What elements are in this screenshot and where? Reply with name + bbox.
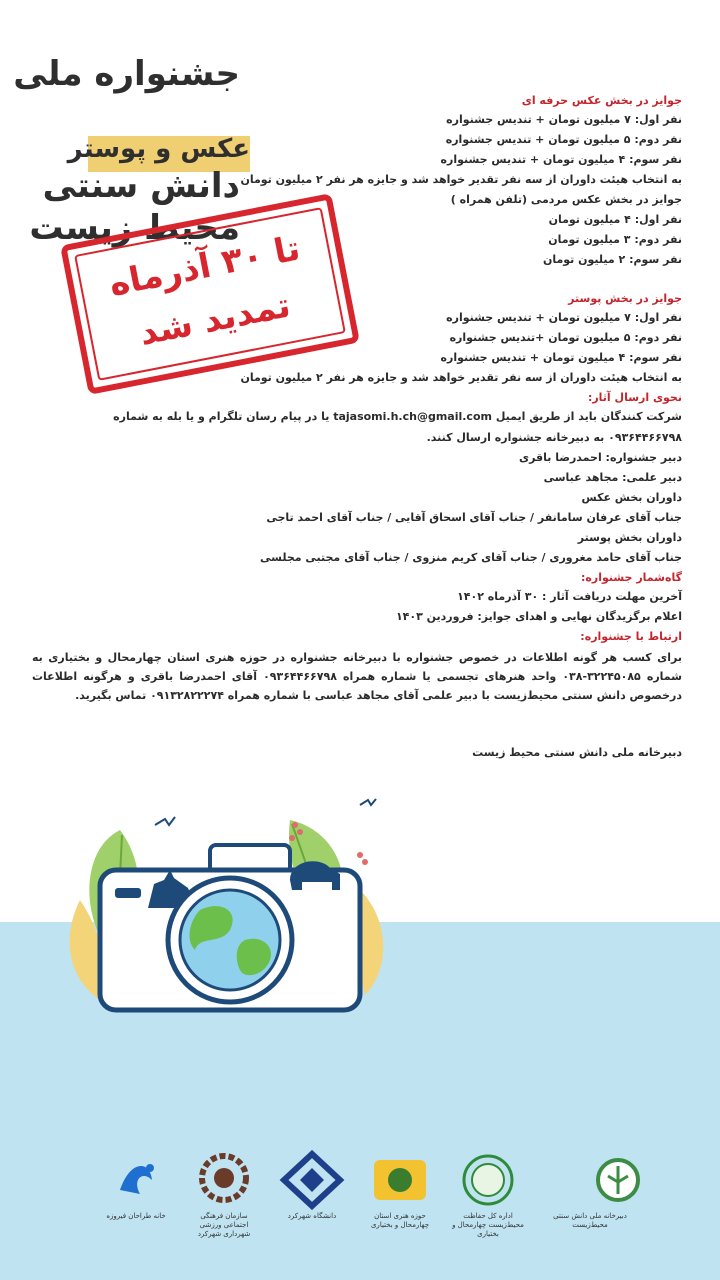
title-line-3: دانش سنتی: [42, 166, 240, 206]
calendar-deadline: آخرین مهلت دریافت آثار : ۳۰ آذرماه ۱۴۰۲: [457, 590, 682, 603]
logo-caption: دبیرخانه ملی دانش سنتی محیط‌زیست: [553, 1212, 627, 1229]
photo-prizes-heading: جوایز در بخش عکس حرفه ای: [521, 94, 682, 107]
municipality-icon: [188, 1150, 260, 1210]
festival-title: [13, 48, 250, 248]
poster-prize-line: نفر دوم: ۵ میلیون تومان +تندیس جشنواره: [449, 331, 682, 344]
logo-caption: دانشگاه شهرکرد: [287, 1212, 337, 1220]
title-line-1: جشنواره ملی: [13, 54, 240, 94]
photo-prize-line: نفر سوم: ۴ میلیون تومان + تندیس جشنواره: [440, 153, 682, 166]
photo-prize-line: نفر دوم: ۳ میلیون تومان: [548, 233, 682, 246]
university-icon: [276, 1150, 348, 1210]
photo-judges: جناب آقای عرفان سامانفر / جناب آقای اسحاق آقایی / جناب آقای احمد تاجی: [266, 511, 682, 524]
sponsor-logos: [100, 1150, 640, 1238]
secretariat-icon: [540, 1150, 640, 1210]
logo-caption: اداره کل حفاظت محیط‌زیست چهارمحال و بختیاری: [452, 1212, 524, 1238]
photo-prize-line: به انتخاب هیئت داوران از سه نفر تقدیر خواهد شد و جایزه هر نفر ۲ میلیون تومان: [240, 173, 682, 186]
stamp-line-1: تا ۳۰ آذرماه: [105, 228, 304, 305]
university-logo: [276, 1150, 348, 1230]
title-line-4: محیط زیست: [29, 208, 240, 248]
photo-prize-line: نفر سوم: ۲ میلیون تومان: [542, 253, 682, 266]
logo-caption: خانه طراحان فیروزه: [106, 1212, 166, 1220]
bird-icon: [155, 817, 175, 825]
secretariat-logo: [540, 1150, 640, 1230]
festival-secretary: دبیر جشنواره: احمدرضا باقری: [518, 451, 682, 464]
logo-caption: حوزه هنری استان چهارمحال و بختیاری: [370, 1212, 430, 1229]
photo-prize-line: جوایز در بخش عکس مردمی (تلفن همراه ): [450, 193, 682, 206]
poster-prize-line: به انتخاب هیئت داوران از سه نفر تقدیر خواهد شد و جایزه هر نفر ۲ میلیون تومان: [240, 371, 682, 384]
contact-heading: ارتباط با جشنواره:: [580, 630, 682, 643]
firoozeh-icon: [100, 1150, 172, 1210]
municipality-logo: [188, 1150, 260, 1238]
poster-prizes-heading: جوایز در بخش پوستر: [568, 292, 682, 305]
firoozeh-logo: [100, 1150, 172, 1230]
poster-prize-line: نفر سوم: ۴ میلیون تومان + تندیس جشنواره: [440, 351, 682, 364]
art-bureau-logo: [364, 1150, 436, 1230]
calendar-announcement: اعلام برگزیدگان نهایی و اهدای جوایز: فروردین ۱۴۰۳: [395, 610, 682, 623]
title-line-2: عکس و پوستر: [67, 134, 250, 164]
art-bureau-icon: [364, 1150, 436, 1210]
environment-logo: [452, 1150, 524, 1238]
bird-icon: [360, 799, 376, 805]
poster-judges: جناب آقای حامد مغروری / جناب آقای کریم منزوی / جناب آقای مجتبی مجلسی: [260, 551, 682, 564]
scientific-secretary: دبیر علمی: مجاهد عباسی: [543, 471, 682, 484]
photo-prize-line: نفر دوم: ۵ میلیون تومان + تندیس جشنواره: [445, 133, 682, 146]
photo-judges-heading: داوران بخش عکس: [581, 491, 682, 504]
submission-line-1: شرکت کنندگان باید از طریق ایمیل tajasomi.h.ch@gmail.com یا در پیام رسان تلگرام و یا بله به شماره: [113, 410, 682, 423]
signature: دبیرخانه ملی دانش سنتی محیط زیست: [472, 746, 682, 759]
contact-text: برای کسب هر گونه اطلاعات در خصوص جشنواره با دبیرخانه جشنواره در حوزه هنری استان چهارمحال و بختیاری به شماره ۳۲۲۴۵۰۸۵-۰۳۸ واحد هنرهای تجسمی یا شماره همراه ۰۹۳۶۴۴۶۶۷۹۸ آقای احمدرضا باقری و هرگونه اطلاعات درخصوص دانش سنتی محیط‌زیست با دبیر علمی آقای مجاهد عباسی با شماره همراه ۰۹۱۳۲۸۲۲۲۷۴ تماس بگیرید.: [32, 651, 682, 702]
camera-globe-illustration: [60, 790, 400, 1030]
submission-heading: نحوی ارسال آثار:: [587, 391, 682, 404]
photo-prize-line: نفر اول: ۷ میلیون تومان + تندیس جشنواره: [446, 113, 682, 126]
stamp-line-2: تمدید شد: [136, 285, 294, 354]
poster-judges-heading: داوران بخش پوستر: [577, 531, 682, 544]
submission-line-2: ۰۹۳۶۴۴۶۶۷۹۸ به دبیرخانه جشنواره ارسال کنند.: [426, 431, 682, 444]
environment-icon: [452, 1150, 524, 1210]
logo-caption: سازمان فرهنگی اجتماعی ورزشی شهرداری شهرکرد: [197, 1212, 251, 1238]
calendar-heading: گاه‌شمار جشنواره:: [580, 571, 682, 584]
poster-prize-line: نفر اول: ۷ میلیون تومان + تندیس جشنواره: [446, 311, 682, 324]
photo-prize-line: نفر اول: ۴ میلیون تومان: [548, 213, 682, 226]
